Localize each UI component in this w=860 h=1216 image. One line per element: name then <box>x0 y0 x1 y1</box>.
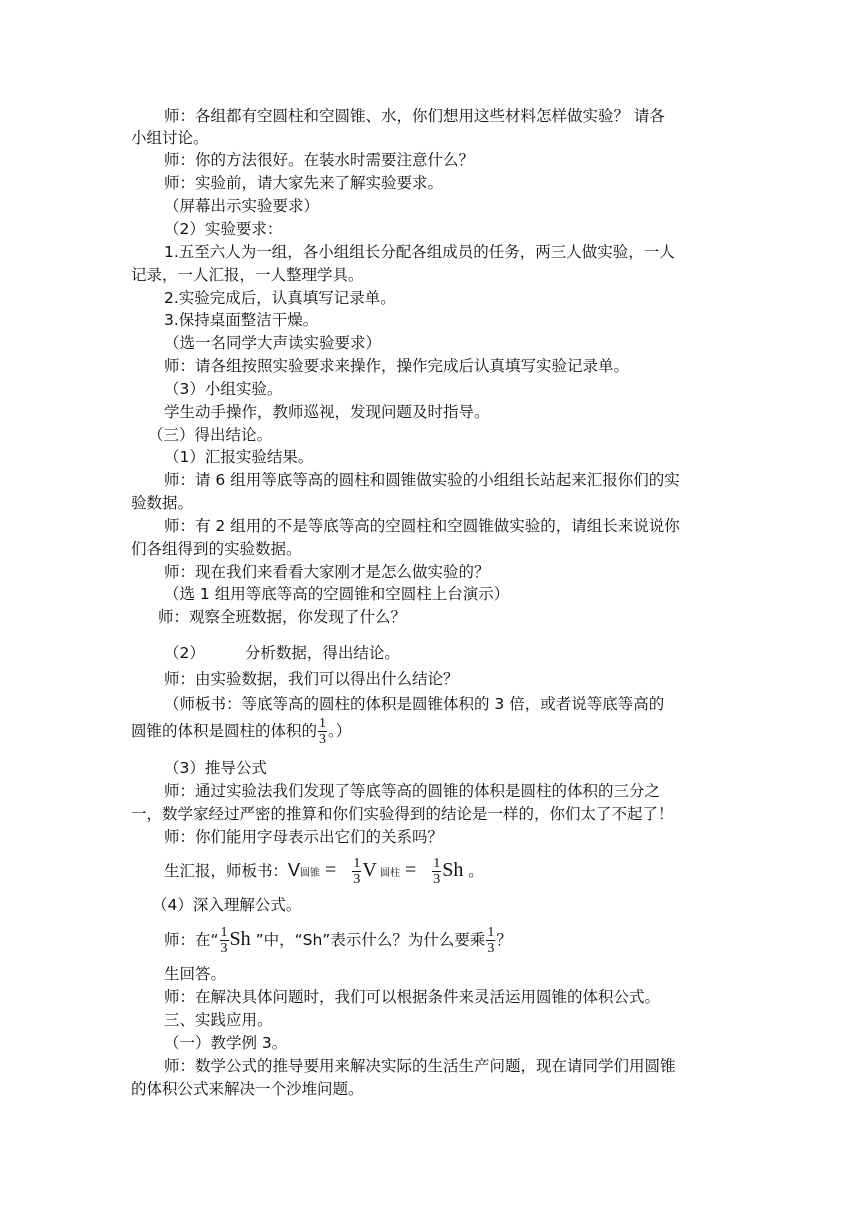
text-line: （4）深入理解公式。 <box>152 896 302 914</box>
fraction-one-third: $\frac{1}{3}$ <box>487 925 495 956</box>
text-line: （3）推导公式 <box>164 759 267 777</box>
text-line: 师：在解决具体问题时，我们可以根据条件来灵活运用圆锥的体积公式。 <box>164 988 661 1006</box>
text-line: 师：数学公式的推导要用来解决实际的生活生产问题，现在请同学们用圆锥 <box>164 1057 676 1075</box>
text-line: 师：请 6 组用等底等高的圆柱和圆锥做实验的小组组长站起来汇报你们的实 <box>164 471 680 489</box>
text-line: 师：你的方法很好。在装水时需要注意什么？ <box>164 151 475 169</box>
text-line: 师：请各组按照实验要求来操作，操作完成后认真填写实验记录单。 <box>164 357 630 375</box>
text-line: 师：观察全班数据，你发现了什么？ <box>158 608 407 626</box>
text-line: 师：各组都有空圆柱和空圆锥、水，你们想用这些材料怎样做实验？ 请各 <box>164 107 665 125</box>
text-line: 师：你们能用字母表示出它们的关系吗？ <box>164 828 444 846</box>
text-line: （3）小组实验。 <box>164 380 283 398</box>
text-line: 师：现在我们来看看大家刚才是怎么做实验的？ <box>164 563 490 581</box>
text-line: 3.保持桌面整洁干燥。 <box>164 311 319 329</box>
fraction-one-third: $\frac{1}{3}$ <box>433 856 441 887</box>
section-heading: 三、实践应用。 <box>164 1011 273 1029</box>
text-line: 1.五至六人为一组，各小组组长分配各组成员的任务，两三人做实验，一人 <box>164 243 675 261</box>
text-line: 们各组得到的实验数据。 <box>131 540 302 558</box>
text-line: 记录，一人汇报，一人整理学具。 <box>131 266 364 284</box>
text-line: 生回答。 <box>164 965 227 983</box>
text-line: （选一名同学大声读实验要求） <box>164 334 382 352</box>
text-line: 圆锥的体积是圆柱的体积的 $\frac{1}{3}$ 。） <box>131 716 352 747</box>
fraction-one-third: $\frac{1}{3}$ <box>220 925 228 956</box>
text-line: 师：通过实验法我们发现了等底等高的圆锥的体积是圆柱的体积的三分之 <box>164 782 661 800</box>
text-line: （选 1 组用等底等高的空圆锥和空圆柱上台演示） <box>164 585 510 603</box>
text-line: （1）汇报实验结果。 <box>164 448 314 466</box>
text-line: 一，数学家经过严密的推算和你们实验得到的结论是一样的，你们太了不起了！ <box>131 805 674 823</box>
fraction-one-third: $\frac{1}{3}$ <box>353 856 361 887</box>
text-line: 师：由实验数据，我们可以得出什么结论？ <box>164 670 459 688</box>
text-line: （屏幕出示实验要求） <box>164 197 320 215</box>
text-line: （2） 分析数据，得出结论。 <box>164 644 400 662</box>
text-line: （三）得出结论。 <box>148 426 273 444</box>
text-line: 师：实验前，请大家先来了解实验要求。 <box>164 174 444 192</box>
text-line: （师板书：等底等高的圆柱的体积是圆锥体积的 3 倍，或者说等底等高的 <box>164 695 665 713</box>
list-marker: （2） <box>164 644 205 662</box>
text-line: 师：有 2 组用的不是等底等高的空圆柱和空圆锥做实验的，请组长来说说你 <box>164 517 680 535</box>
text-line: 师：在“ $\frac{1}{3}$ Sh ”中，“Sh”表示什么？为什么要乘 $\frac{1}{3}$ ？ <box>164 925 512 956</box>
fraction-one-third: $\frac{1}{3}$ <box>319 716 327 747</box>
section-heading: （一）教学例 3。 <box>164 1034 288 1052</box>
text-line: 学生动手操作，教师巡视，发现问题及时指导。 <box>164 403 490 421</box>
text-line: 2.实验完成后，认真填写记录单。 <box>164 289 396 307</box>
text-line: 的体积公式来解决一个沙堆问题。 <box>131 1080 364 1098</box>
text-line: （2）实验要求： <box>164 220 283 238</box>
text-line: 小组讨论。 <box>131 129 209 147</box>
text-line: 验数据。 <box>131 494 194 512</box>
formula-line: 生汇报，师板书：V圆锥 = $\frac{1}{3}$ V 圆柱 = $\frac{1}{3}$ Sh 。 <box>164 856 484 887</box>
